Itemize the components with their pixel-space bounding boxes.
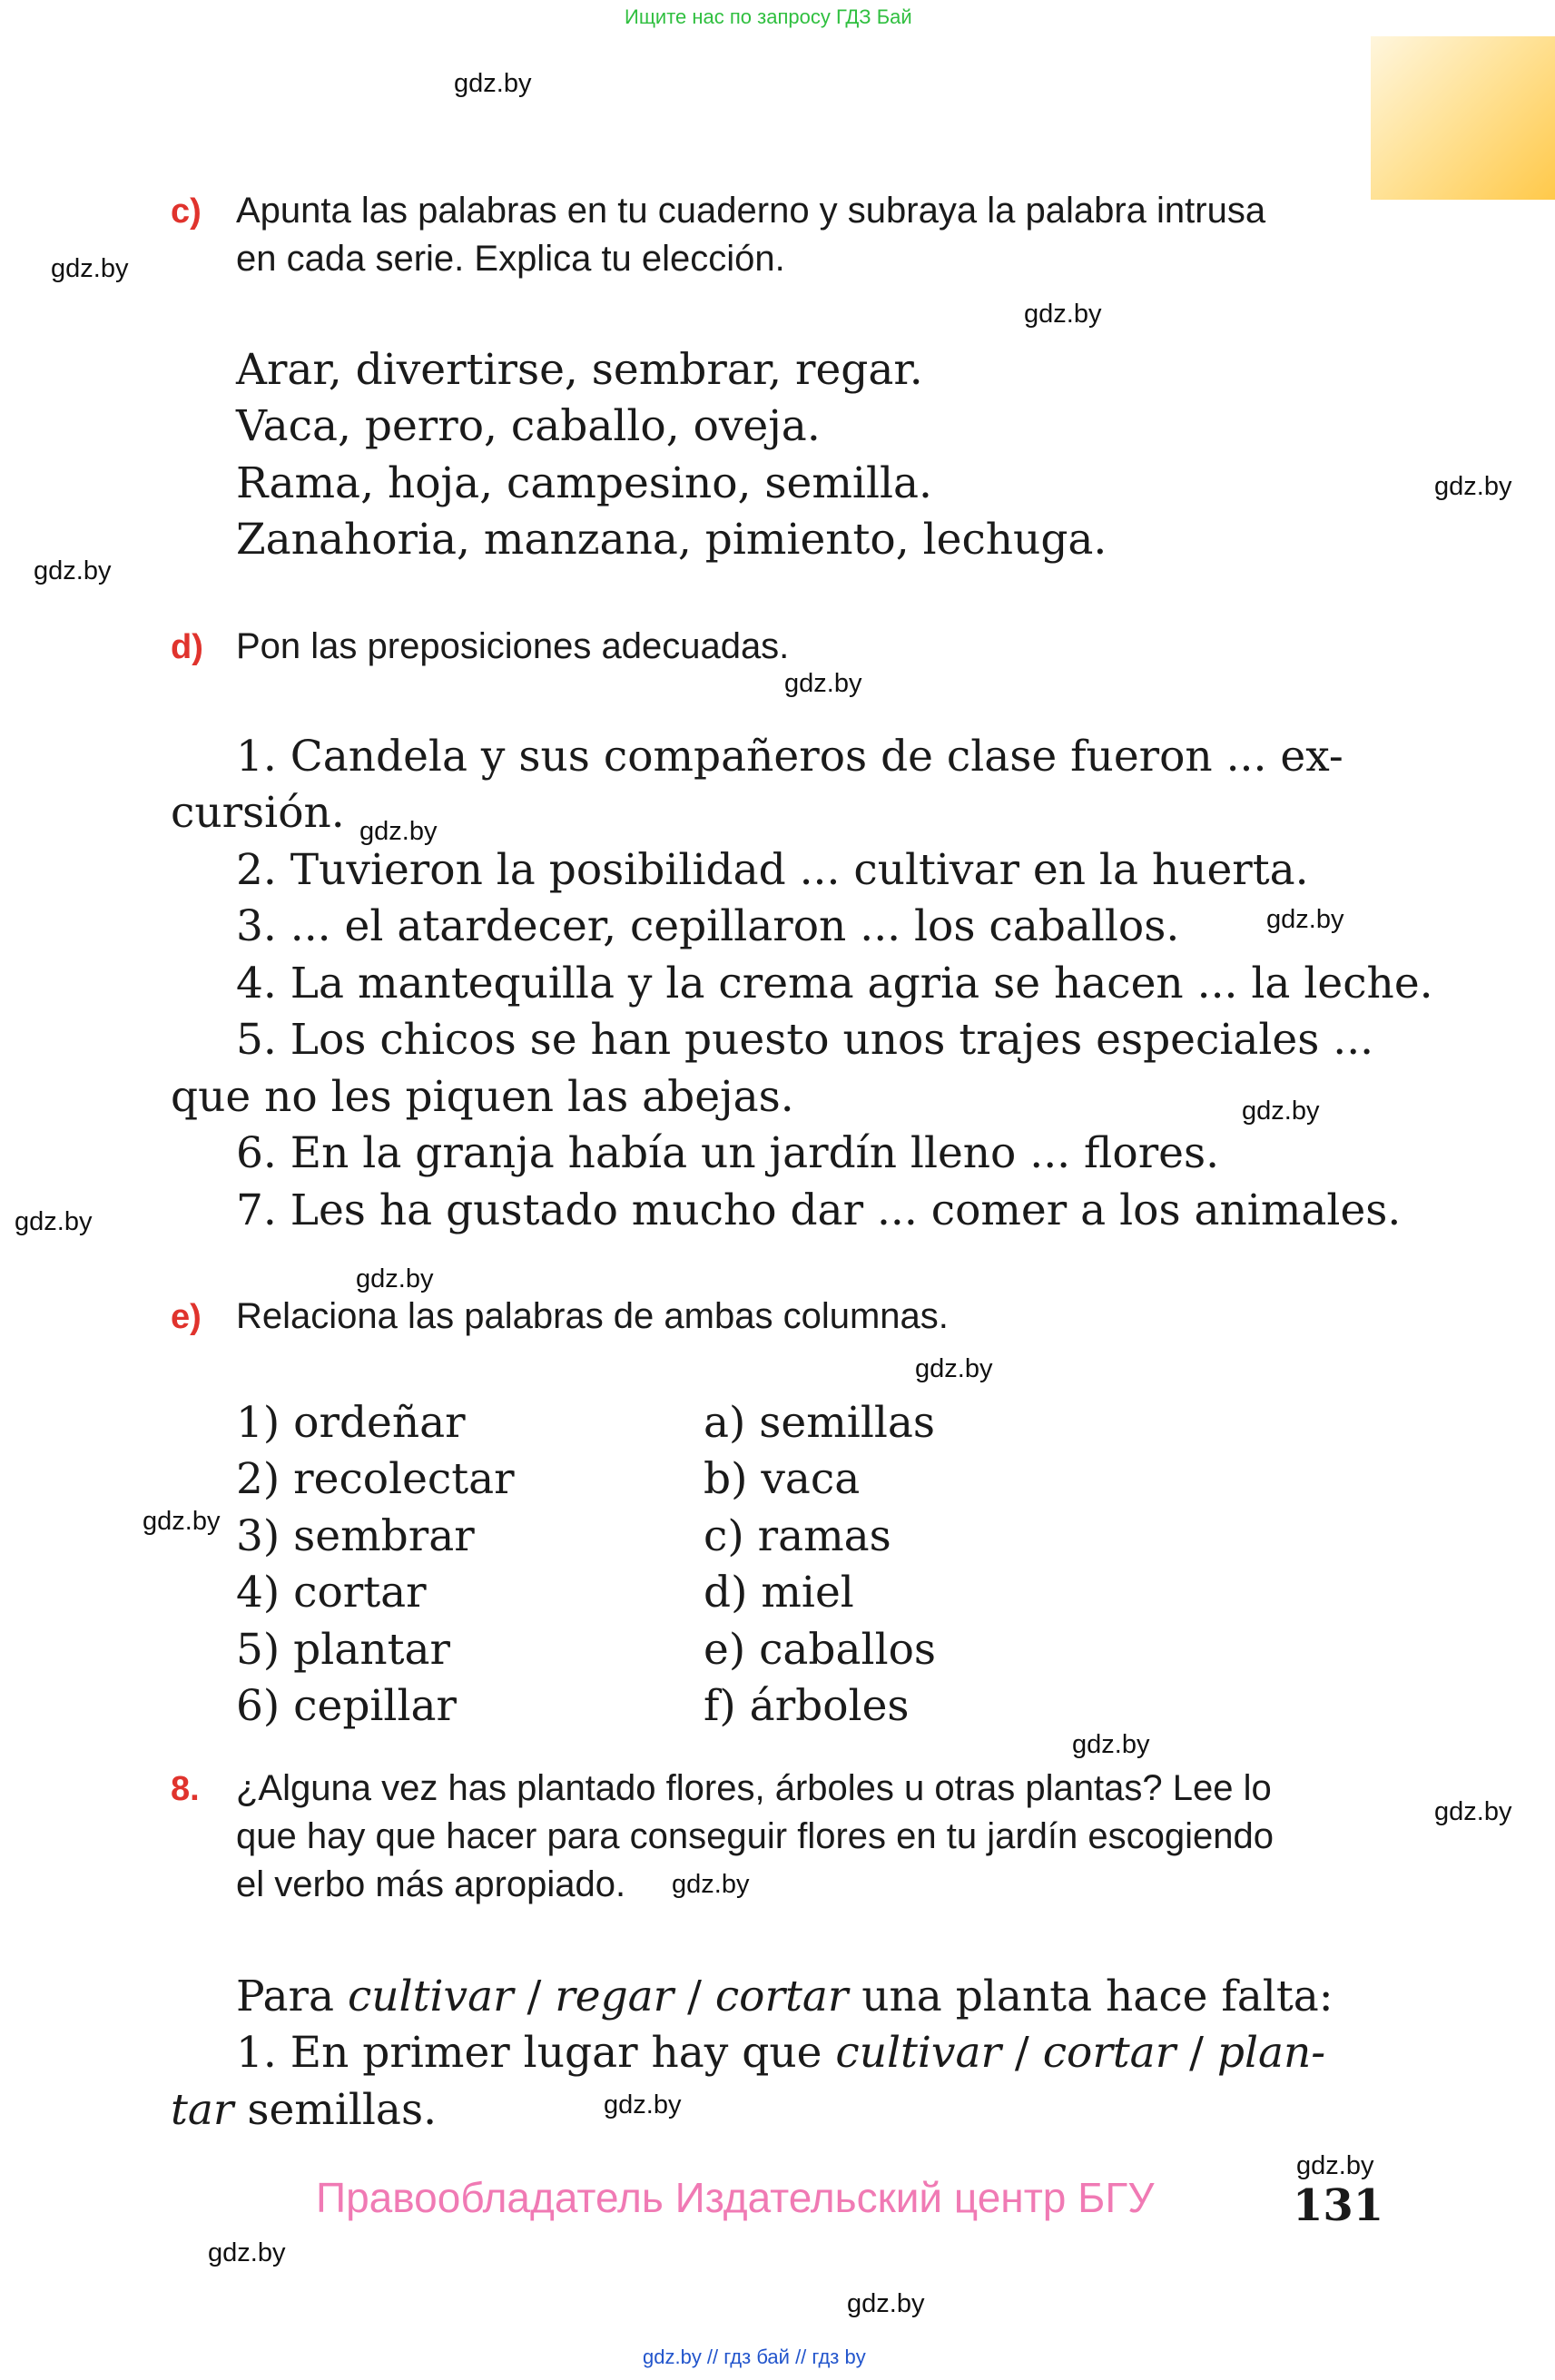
watermark: gdz.by: [359, 817, 438, 846]
watermark: gdz.by: [847, 2289, 925, 2318]
right-column-item: b) vaca: [704, 1454, 861, 1504]
left-column-item: 3) sembrar: [236, 1511, 475, 1561]
watermark: gdz.by: [454, 69, 532, 98]
section-c-instruction-line1: Apunta las palabras en tu cuaderno y subraya la palabra intrusa: [236, 191, 1266, 231]
section-e-instruction: Relaciona las palabras de ambas columnas.: [236, 1296, 949, 1336]
exercise-8-instruction-line2: que hay que hacer para conseguir flores en tu jardín escogiendo: [236, 1816, 1274, 1856]
word-series: Arar, divertirse, sembrar, regar.: [236, 345, 923, 395]
watermark: gdz.by: [915, 1354, 993, 1383]
exercise-sentence: 2. Tuvieron la posibilidad ... cultivar en la huerta.: [236, 845, 1309, 895]
watermark: gdz.by: [604, 2090, 682, 2119]
watermark: gdz.by: [208, 2238, 286, 2267]
verb-option: plan-: [1216, 2028, 1326, 2078]
verb-option: cultivar: [835, 2028, 1001, 2078]
top-search-link[interactable]: Ищите нас по запросу ГДЗ Бай: [625, 5, 912, 28]
watermark: gdz.by: [356, 1264, 434, 1293]
copyright-notice: Правообладатель Издательский центр БГУ: [316, 2174, 1155, 2221]
right-column-item: d) miel: [704, 1568, 854, 1618]
verb-option: cortar: [714, 1972, 849, 2021]
text-segment: Para: [236, 1972, 348, 2021]
right-column-item: f) árboles: [704, 1681, 910, 1731]
left-column-item: 4) cortar: [236, 1568, 427, 1618]
exercise-sentence: 6. En la granja había un jardín lleno ... flores.: [236, 1128, 1220, 1178]
watermark: gdz.by: [1242, 1097, 1320, 1126]
page-number: 131: [1293, 2180, 1384, 2231]
separator: /: [1000, 2028, 1043, 2078]
watermark: gdz.by: [1266, 905, 1344, 934]
watermark: gdz.by: [1296, 2151, 1374, 2180]
watermark: gdz.by: [1024, 300, 1102, 329]
left-column-item: 6) cepillar: [236, 1681, 457, 1731]
section-e-marker: e): [171, 1298, 202, 1336]
watermark: gdz.by: [34, 556, 112, 585]
left-column-item: 2) recolectar: [236, 1454, 515, 1504]
watermark: gdz.by: [51, 254, 129, 283]
page-corner-tab: [1371, 36, 1555, 200]
bottom-links[interactable]: gdz.by // гдз бай // гдз by: [643, 2346, 866, 2368]
verb-option: tar: [171, 2085, 234, 2135]
exercise-sentence: que no les piquen las abejas.: [171, 1072, 794, 1122]
left-column-item: 1) ordeñar: [236, 1398, 466, 1448]
separator: /: [513, 1972, 556, 2021]
separator: /: [674, 1972, 715, 2021]
exercise-sentence: 3. ... el atardecer, cepillaron ... los caballos.: [236, 901, 1180, 951]
verb-option: regar: [555, 1972, 674, 2021]
word-series: Zanahoria, manzana, pimiento, lechuga.: [236, 515, 1107, 565]
exercise-8-line1: [236, 1972, 1334, 2021]
section-c-marker: c): [171, 192, 202, 231]
exercise-8-marker: 8.: [171, 1770, 200, 1808]
watermark: gdz.by: [1434, 1797, 1512, 1826]
exercise-8-instruction-line1: ¿Alguna vez has plantado flores, árboles u otras plantas? Lee lo: [236, 1768, 1272, 1808]
exercise-8-instruction-line3: el verbo más apropiado.: [236, 1864, 626, 1904]
section-c-instruction-line2: en cada serie. Explica tu elección.: [236, 239, 785, 279]
section-d-instruction: Pon las preposiciones adecuadas.: [236, 626, 790, 666]
watermark: gdz.by: [1434, 472, 1512, 501]
verb-option: cortar: [1042, 2028, 1176, 2078]
watermark: gdz.by: [15, 1207, 93, 1236]
watermark: gdz.by: [1072, 1730, 1150, 1759]
verb-option: cultivar: [347, 1972, 514, 2021]
left-column-item: 5) plantar: [236, 1625, 450, 1675]
section-d-marker: d): [171, 628, 203, 666]
watermark: gdz.by: [672, 1870, 750, 1899]
right-column-item: a) semillas: [704, 1398, 936, 1448]
exercise-sentence: cursión.: [171, 788, 345, 838]
watermark: gdz.by: [143, 1507, 221, 1536]
text-segment: 1. En primer lugar hay que: [236, 2028, 836, 2078]
exercise-sentence: 1. Candela y sus compañeros de clase fueron ... ex-: [236, 732, 1343, 782]
exercise-sentence: 5. Los chicos se han puesto unos trajes especiales ...: [236, 1015, 1374, 1065]
word-series: Vaca, perro, caballo, oveja.: [236, 401, 821, 451]
right-column-item: c) ramas: [704, 1511, 891, 1561]
text-segment: una planta hace falta:: [848, 1972, 1334, 2021]
exercise-sentence: 7. Les ha gustado mucho dar ... comer a los animales.: [236, 1185, 1402, 1235]
exercise-8-line2: [236, 2028, 1325, 2078]
watermark: gdz.by: [784, 669, 862, 698]
word-series: Rama, hoja, campesino, semilla.: [236, 458, 932, 508]
exercise-8-line3: [171, 2085, 437, 2135]
right-column-item: e) caballos: [704, 1625, 937, 1675]
exercise-sentence: 4. La mantequilla y la crema agria se hacen ... la leche.: [236, 959, 1433, 1008]
text-segment: semillas.: [233, 2085, 438, 2135]
separator: /: [1176, 2028, 1217, 2078]
